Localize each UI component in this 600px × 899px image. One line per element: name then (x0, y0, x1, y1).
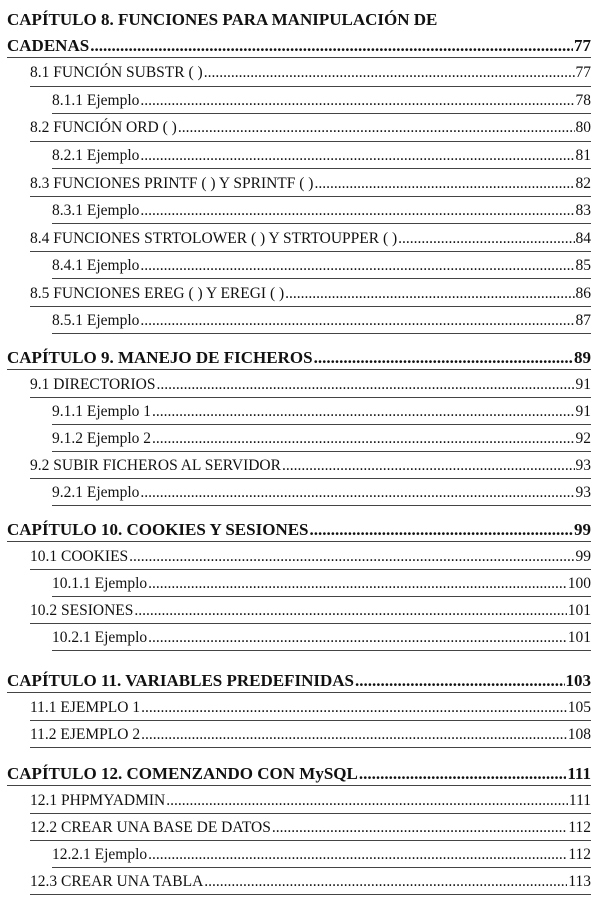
row-rule (30, 894, 591, 895)
page-number: 111 (568, 792, 591, 809)
dot-leader (156, 377, 574, 393)
section-8-4-1-entry (52, 258, 591, 274)
dot-leader (140, 485, 574, 501)
dot-leader (140, 93, 574, 109)
dot-leader (204, 874, 567, 890)
dot-leader (129, 549, 574, 565)
dot-leader (359, 765, 567, 782)
dot-leader (285, 286, 574, 302)
section-9-2-1-entry (52, 485, 591, 501)
page-number: 83 (575, 202, 591, 219)
row-rule (30, 141, 591, 142)
row-rule (30, 306, 591, 307)
section-8-1-1-entry (52, 93, 591, 109)
chapter-title: CAPÍTULO 11. VARIABLES PREDEFINIDAS (7, 671, 355, 690)
section-11-1-entry (30, 700, 591, 716)
dot-leader (141, 700, 567, 716)
section-title: 9.1.1 Ejemplo 1 (52, 403, 152, 420)
row-rule (30, 251, 591, 252)
section-10-2-1-entry (52, 630, 591, 646)
row-rule (30, 747, 591, 748)
section-9-1-2-entry (52, 431, 591, 447)
section-title: 12.1 PHPMYADMIN (30, 792, 166, 809)
row-rule (7, 57, 591, 58)
chapter-title: CAPÍTULO 9. MANEJO DE FICHEROS (7, 348, 313, 367)
section-title: 8.4 FUNCIONES STRTOLOWER ( ) Y STRTOUPPER ( ) (30, 230, 398, 247)
section-10-1-entry (30, 549, 591, 565)
dot-leader (140, 203, 574, 219)
dot-leader (148, 847, 567, 863)
section-title: 8.1 FUNCIÓN SUBSTR ( ) (30, 64, 203, 81)
row-rule (52, 278, 591, 279)
dot-leader (134, 603, 566, 619)
section-title: 9.1 DIRECTORIOS (30, 376, 156, 393)
dot-leader (398, 231, 574, 247)
page-number: 103 (565, 671, 591, 690)
section-8-3-1-entry (52, 203, 591, 219)
page-number: 80 (575, 119, 591, 136)
dot-leader (148, 576, 567, 592)
row-rule (30, 840, 591, 841)
section-12-3-entry (30, 874, 591, 890)
dot-leader (314, 176, 574, 192)
page-number: 84 (575, 230, 591, 247)
chapter-8-entry (7, 37, 591, 54)
page-number: 81 (575, 147, 591, 164)
section-12-2-1-entry (52, 847, 591, 863)
page-number: 101 (567, 602, 591, 619)
section-9-2-entry (30, 458, 591, 474)
section-9-1-entry (30, 377, 591, 393)
row-rule (52, 867, 591, 868)
page-number: 87 (575, 312, 591, 329)
dot-leader (204, 65, 575, 81)
section-11-2-entry (30, 727, 591, 743)
section-12-1-entry (30, 793, 591, 809)
section-title: 8.3.1 Ejemplo (52, 202, 140, 219)
section-12-2-entry (30, 820, 591, 836)
row-rule (30, 397, 591, 398)
section-title: 10.1 COOKIES (30, 548, 129, 565)
row-rule (52, 451, 591, 452)
page-number: 111 (567, 764, 591, 783)
page-number: 77 (575, 64, 591, 81)
section-title: 11.1 EJEMPLO 1 (30, 699, 141, 716)
chapter-title: CAPÍTULO 12. COMENZANDO CON MySQL (7, 764, 358, 783)
page-number: 82 (575, 175, 591, 192)
section-title: 10.1.1 Ejemplo (52, 575, 148, 592)
section-8-3-entry (30, 176, 591, 192)
section-8-5-entry (30, 286, 591, 302)
dot-leader (141, 727, 567, 743)
row-rule (52, 424, 591, 425)
row-rule (52, 650, 591, 651)
section-9-1-1-entry (52, 404, 591, 420)
dot-leader (310, 521, 573, 538)
row-rule (30, 196, 591, 197)
row-rule (30, 86, 591, 87)
section-title: 9.2.1 Ejemplo (52, 484, 140, 501)
section-title: 8.4.1 Ejemplo (52, 257, 140, 274)
section-title: 8.1.1 Ejemplo (52, 92, 140, 109)
page-number: 91 (575, 403, 591, 420)
section-title: 10.2.1 Ejemplo (52, 629, 148, 646)
page-number: 92 (575, 430, 591, 447)
row-rule (52, 168, 591, 169)
chapter-8-title-line1: CAPÍTULO 8. FUNCIONES PARA MANIPULACIÓN DE (7, 10, 438, 29)
page-number: 85 (575, 257, 591, 274)
row-rule (30, 569, 591, 570)
section-8-4-entry (30, 231, 591, 247)
chapter-10-entry (7, 521, 591, 538)
dot-leader (152, 431, 574, 447)
row-rule (52, 223, 591, 224)
section-10-2-entry (30, 603, 591, 619)
page-number: 108 (567, 726, 591, 743)
section-title: 8.2.1 Ejemplo (52, 147, 140, 164)
row-rule (52, 113, 591, 114)
row-rule (7, 785, 591, 786)
chapter-title: CAPÍTULO 10. COOKIES Y SESIONES (7, 520, 309, 539)
row-rule (30, 720, 591, 721)
row-rule (52, 333, 591, 334)
dot-leader (178, 120, 575, 136)
section-8-1-entry (30, 65, 591, 81)
section-8-2-1-entry (52, 148, 591, 164)
page-number: 101 (567, 629, 591, 646)
section-title: 8.5.1 Ejemplo (52, 312, 140, 329)
page-number: 99 (574, 520, 591, 539)
section-8-5-1-entry (52, 313, 591, 329)
row-rule (7, 541, 591, 542)
dot-leader (140, 258, 574, 274)
chapter-8-title-line2: CADENAS (7, 36, 90, 55)
page-number: 105 (567, 699, 591, 716)
dot-leader (166, 793, 568, 809)
row-rule (30, 478, 591, 479)
page-number: 91 (575, 376, 591, 393)
dot-leader (90, 37, 573, 54)
row-rule (30, 813, 591, 814)
section-title: 12.3 CREAR UNA TABLA (30, 873, 204, 890)
section-8-2-entry (30, 120, 591, 136)
dot-leader (282, 458, 575, 474)
dot-leader (148, 630, 567, 646)
chapter-12-entry (7, 765, 591, 782)
page-number: 86 (575, 285, 591, 302)
page-number: 112 (568, 819, 591, 836)
page-number: 93 (575, 484, 591, 501)
row-rule (52, 505, 591, 506)
chapter-11-entry (7, 672, 591, 689)
section-title: 8.2 FUNCIÓN ORD ( ) (30, 119, 177, 136)
dot-leader (152, 404, 574, 420)
section-title: 12.2.1 Ejemplo (52, 846, 148, 863)
row-rule (7, 692, 591, 693)
section-title: 9.1.2 Ejemplo 2 (52, 430, 152, 447)
dot-leader (314, 349, 573, 366)
page-number: 93 (575, 457, 591, 474)
page-number: 113 (568, 873, 591, 890)
row-rule (30, 623, 591, 624)
page-number: 99 (575, 548, 591, 565)
section-title: 10.2 SESIONES (30, 602, 134, 619)
page-number: 112 (568, 846, 591, 863)
row-rule (7, 369, 591, 370)
section-title: 11.2 EJEMPLO 2 (30, 726, 141, 743)
section-title: 9.2 SUBIR FICHEROS AL SERVIDOR (30, 457, 281, 474)
section-title: 12.2 CREAR UNA BASE DE DATOS (30, 819, 271, 836)
page-number: 100 (567, 575, 591, 592)
page-number: 77 (574, 36, 591, 55)
page-number: 89 (574, 348, 591, 367)
section-10-1-1-entry (52, 576, 591, 592)
dot-leader (355, 672, 564, 689)
row-rule (52, 596, 591, 597)
dot-leader (140, 313, 574, 329)
chapter-9-entry (7, 349, 591, 366)
section-title: 8.3 FUNCIONES PRINTF ( ) Y SPRINTF ( ) (30, 175, 314, 192)
dot-leader (272, 820, 567, 836)
dot-leader (140, 148, 574, 164)
page-number: 78 (575, 92, 591, 109)
section-title: 8.5 FUNCIONES EREG ( ) Y EREGI ( ) (30, 285, 285, 302)
